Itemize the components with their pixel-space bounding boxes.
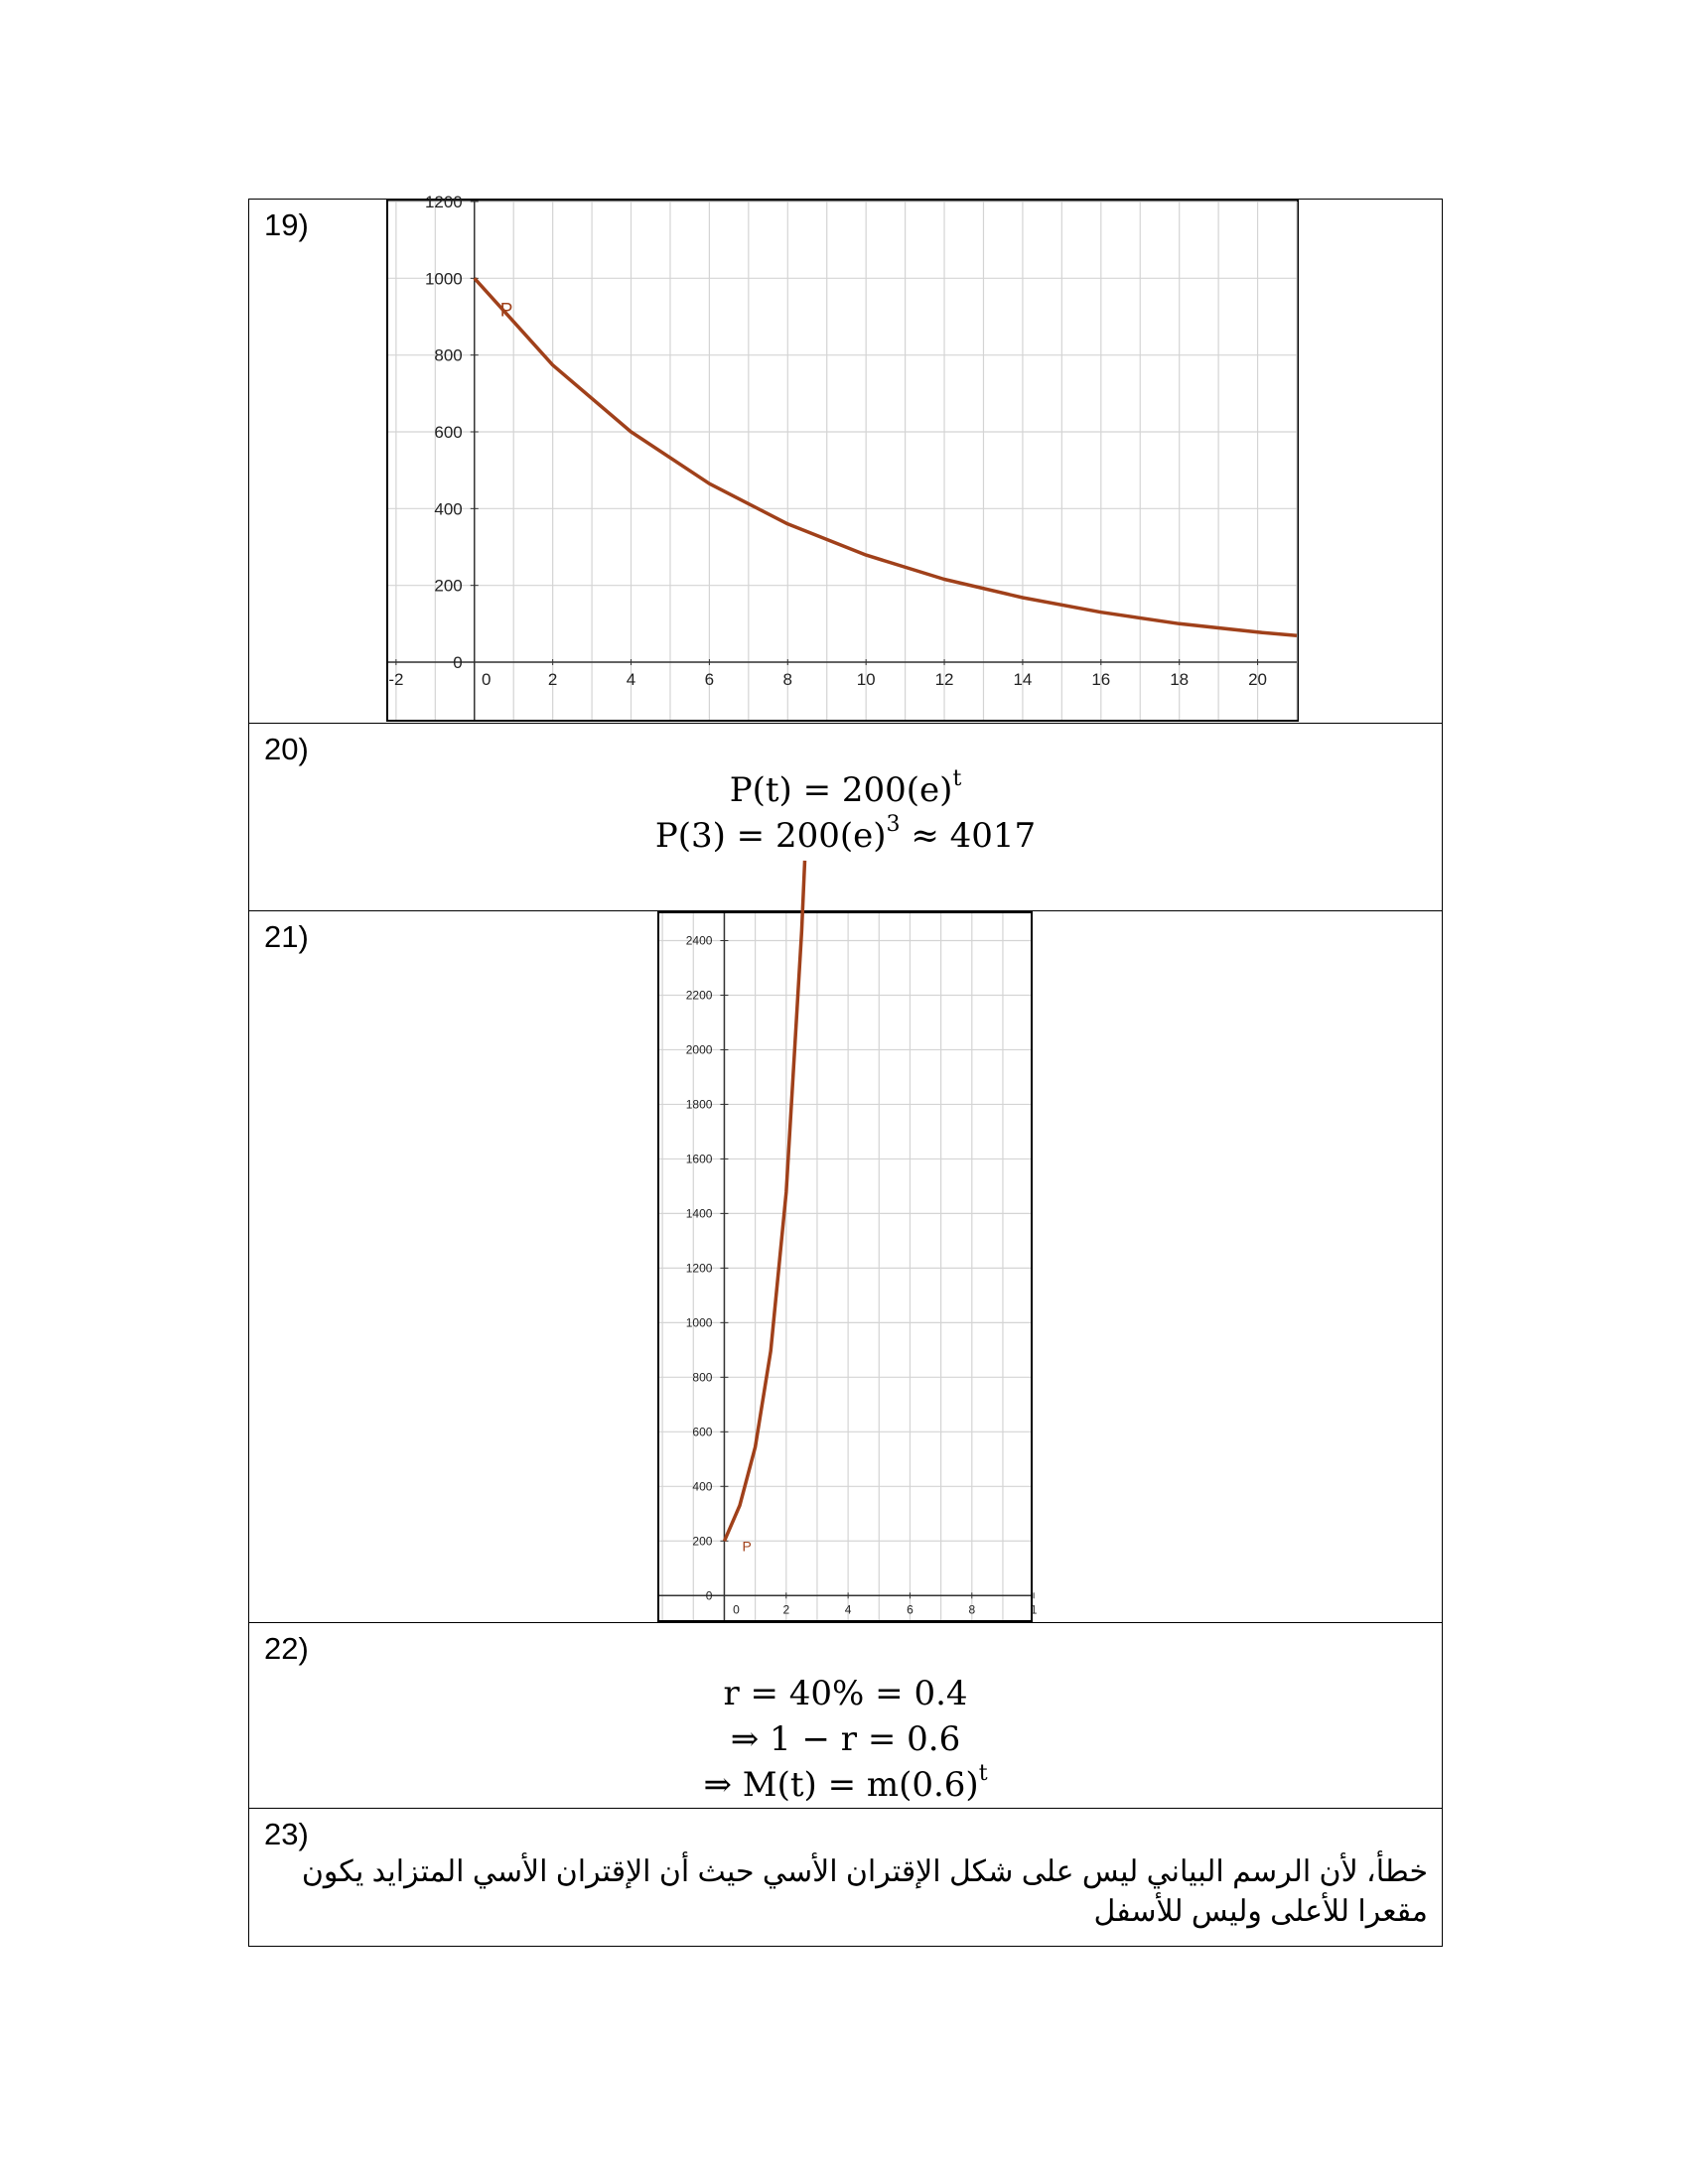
y-tick-label: 1200 (685, 1261, 713, 1276)
y-tick-label: 800 (434, 345, 463, 365)
growth-graph (657, 911, 1038, 1622)
row-23 (249, 1809, 1443, 1947)
y-tick-label: 200 (692, 1534, 713, 1549)
point-label: P (742, 1538, 752, 1555)
x-tick-label: 14 (1013, 670, 1033, 689)
y-tick-label: 2400 (685, 933, 713, 948)
x-tick-label: 8 (968, 1602, 976, 1617)
decay-graph (386, 192, 1299, 722)
point-label: P (499, 300, 513, 322)
formula-line: $P(3) = 200(e)^3 \approx 4017$ (654, 812, 1037, 856)
row-number: 22) (264, 1631, 309, 1666)
y-tick-label: 0 (453, 652, 463, 672)
answer-text: خطأ، لأن الرسم البياني ليس على شكل الإقتران الأسي حيث أن الإقتران الأسي المتزايد يكون مقعرا للأعلى وليس للأسفل (301, 1855, 1428, 1928)
formula-line: r = 40% = 0.4 (723, 1674, 968, 1713)
x-tick-label: 1 (1030, 1602, 1038, 1617)
x-tick-label: 2 (547, 670, 558, 689)
x-tick-label: 8 (782, 670, 793, 689)
y-tick-label: 600 (434, 422, 463, 442)
y-tick-label: 1600 (685, 1152, 713, 1166)
y-tick-label: 1400 (685, 1206, 713, 1221)
x-tick-label: 10 (856, 670, 876, 689)
y-tick-label: 400 (692, 1479, 713, 1494)
y-tick-label: 400 (434, 499, 463, 519)
y-tick-label: 1000 (424, 269, 463, 289)
row-19 (249, 192, 1443, 724)
y-tick-label: 1200 (424, 192, 463, 211)
x-tick-label: 20 (1248, 670, 1268, 689)
x-tick-label: 0 (482, 670, 492, 689)
y-tick-label: 1000 (685, 1315, 713, 1330)
x-tick-label: 6 (907, 1602, 914, 1617)
y-tick-label: 0 (705, 1588, 713, 1603)
x-tick-label: 12 (934, 670, 954, 689)
formula-line: ⇒ $M(t) = m(0.6)^t$ (703, 1761, 988, 1805)
x-tick-label: 6 (704, 670, 715, 689)
formula-line: $P(t) = 200(e)^t$ (729, 766, 962, 810)
y-tick-label: 1800 (685, 1097, 713, 1112)
x-tick-label: 4 (626, 670, 636, 689)
row-22 (249, 1623, 1443, 1809)
x-tick-label: 16 (1091, 670, 1111, 689)
x-tick-label: 18 (1170, 670, 1190, 689)
row-20 (249, 724, 1443, 911)
curve-line (475, 278, 1297, 635)
formula-block (249, 1623, 1442, 1808)
row-number: 23) (264, 1817, 309, 1851)
y-tick-label: 600 (692, 1425, 713, 1439)
row-number: 19) (264, 207, 309, 242)
x-tick-label: 2 (782, 1602, 790, 1617)
x-tick-label: 4 (844, 1602, 852, 1617)
y-tick-label: 800 (692, 1370, 713, 1385)
formula-block (249, 724, 1442, 859)
formula-line: ⇒ 1 − r = 0.6 (730, 1719, 961, 1759)
y-tick-label: 2000 (685, 1042, 713, 1057)
y-tick-label: 200 (434, 576, 463, 596)
chart-svg (659, 913, 1038, 1620)
row-number: 20) (264, 732, 309, 766)
chart-svg (388, 192, 1297, 720)
x-tick-label: 0 (733, 1602, 740, 1617)
row-21 (249, 911, 1443, 1623)
x-tick-label: -2 (388, 670, 404, 689)
row-number: 21) (264, 919, 309, 954)
y-tick-label: 2200 (685, 988, 713, 1003)
curve-line (725, 861, 805, 1541)
answer-table (248, 192, 1443, 1947)
